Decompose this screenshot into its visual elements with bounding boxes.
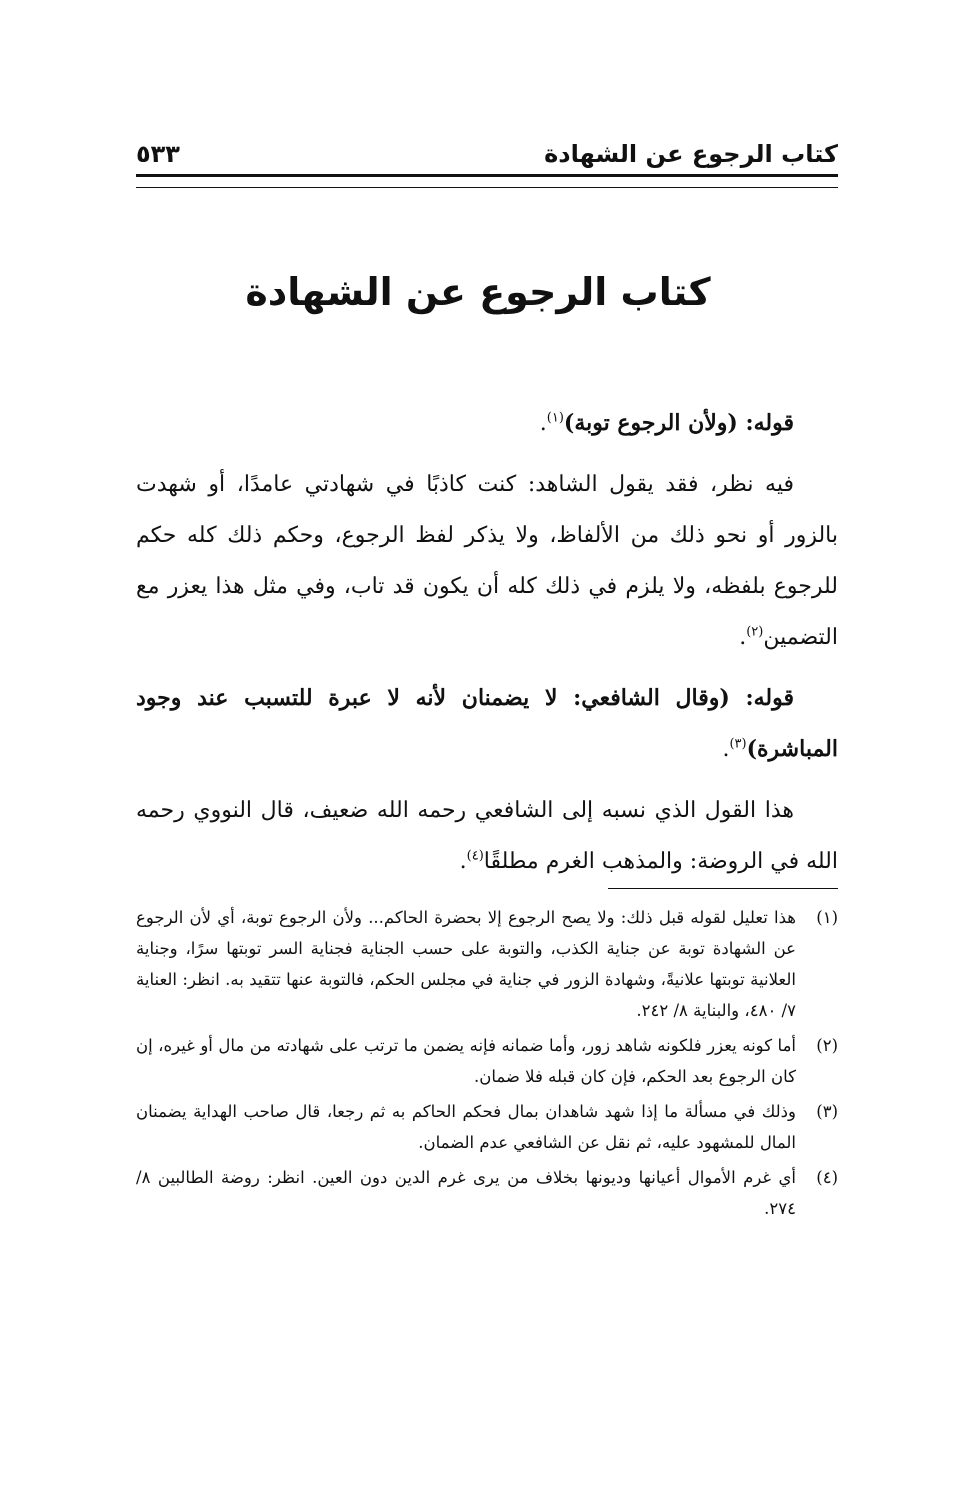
footnote-ref-1: (١) <box>546 410 564 426</box>
quoted-statement: قوله: (ولأن الرجوع توبة) <box>563 410 794 436</box>
footnote-number: (٢) <box>816 1036 838 1055</box>
chapter-title: كتاب الرجوع عن الشهادة <box>245 270 711 314</box>
footnote-text: وذلك في مسألة ما إذا شهد شاهدان بمال فحكم الحاكم به ثم رجعا، قال صاحب الهداية يضمنان المال للمشهود عليه، ثم نقل عن الشافعي عدم الضمان. <box>136 1102 796 1152</box>
paragraph-commentary-1 <box>136 459 838 663</box>
paragraph-commentary-2 <box>136 785 838 887</box>
paragraph-end: . <box>739 625 747 650</box>
paragraph-end: . <box>539 411 547 436</box>
footnote-number: (٤) <box>816 1168 838 1187</box>
paragraph-quote-1 <box>136 398 838 449</box>
footnote-3 <box>136 1096 838 1158</box>
footnote-ref-4: (٤) <box>466 848 484 864</box>
paragraph-end: . <box>459 849 467 874</box>
running-header <box>136 128 838 168</box>
footnote-text: أما كونه يعزر فلكونه شاهد زور، وأما ضمانه فإنه يضمن ما ترتب على شهادته من مال أو غيره، إن كان الرجوع بعد الحكم، فإن كان قبله فلا ضمان. <box>136 1036 796 1086</box>
footnote-ref-3: (٣) <box>729 736 747 752</box>
page-number: ٥٣٣ <box>136 140 180 168</box>
footnote-number: (٣) <box>816 1102 838 1121</box>
main-text <box>136 398 838 897</box>
footnote-4 <box>136 1162 838 1224</box>
footnote-separator <box>608 888 838 889</box>
quoted-statement: قوله: (وقال الشافعي: لا يضمنان لأنه لا عبرة للتسبب عند وجود المباشرة) <box>136 685 838 762</box>
footnote-2 <box>136 1030 838 1092</box>
running-title: كتاب الرجوع عن الشهادة <box>544 140 838 168</box>
paragraph-text: هذا القول الذي نسبه إلى الشافعي رحمه الله ضعيف، قال النووي رحمه الله في الروضة: والمذهب الغرم مطلقًا <box>136 798 838 874</box>
footnotes <box>136 902 838 1228</box>
paragraph-quote-2 <box>136 673 838 775</box>
header-double-rule <box>136 174 838 188</box>
footnote-number: (١) <box>816 908 838 927</box>
footnote-ref-2: (٢) <box>746 624 764 640</box>
footnote-text: أي غرم الأموال أعيانها وديونها بخلاف من يرى غرم الدين دون العين. انظر: روضة الطالبين ٨/ ٢٧٤. <box>136 1168 796 1218</box>
paragraph-end: . <box>722 737 730 762</box>
footnote-text: هذا تعليل لقوله قبل ذلك: ولا يصح الرجوع إلا بحضرة الحاكم... ولأن الرجوع توبة، أي لأن الرجوع عن الشهادة توبة عن جناية الكذب، والتوبة على حسب الجناية فجناية السر توبتها سرًا، وجناية العلانية توبتها علانيةً، وشهادة الزور في جناية في مجلس الحكم، فالتوبة عنها تتقيد به. انظر: العناية ٧/ ٤٨٠، والبناية ٨/ ٢٤٢. <box>136 908 796 1020</box>
paragraph-text: فيه نظر، فقد يقول الشاهد: كنت كاذبًا في شهادتي عامدًا، أو شهدت بالزور أو نحو ذلك من الألفاظ، ولا يذكر لفظ الرجوع، وحكم ذلك كله حكم للرجوع بلفظه، ولا يلزم في ذلك كله أن يكون قد تاب، وفي مثل هذا يعزر مع التضمين <box>136 472 838 650</box>
footnote-1 <box>136 902 838 1026</box>
